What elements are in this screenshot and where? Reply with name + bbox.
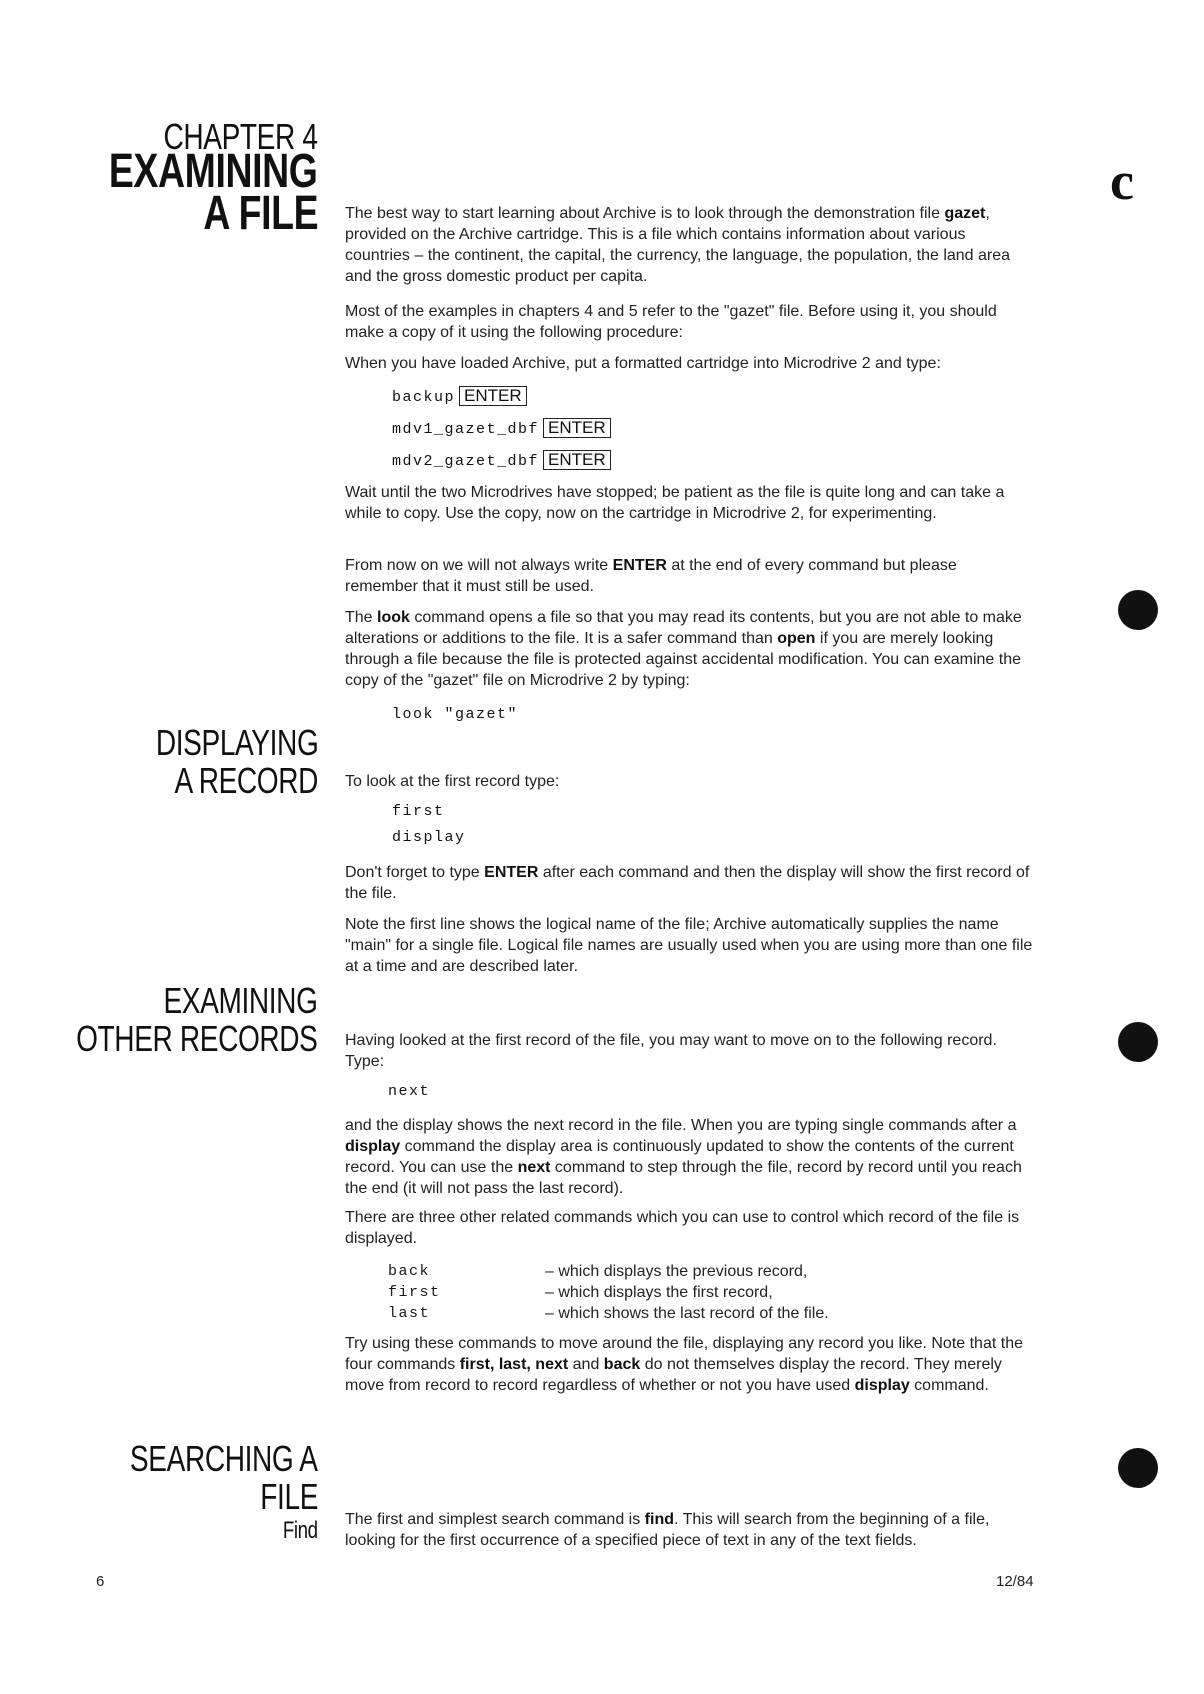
paragraph-first-record: To look at the first record type: (345, 773, 560, 790)
paragraph-try-commands: Try using these commands to move around the file, displaying any record you like. Note that the four commands first, last, next and back do not themselves display the record. They merely move from record to record regardless of whether or not you have used display command. (345, 1335, 1023, 1394)
paragraph-related-commands: There are three other related commands which you can use to control which record of the file is displayed. (345, 1209, 1020, 1247)
section-heading-examining-line1: EXAMINING (163, 980, 318, 1021)
corner-c-mark: c (1110, 151, 1134, 211)
code-display: display (392, 829, 466, 846)
paragraph-next-record: Having looked at the first record of the file, you may want to move on to the following record. Type: (345, 1032, 997, 1070)
paragraph-examples: Most of the examples in chapters 4 and 5 refer to the "gazet" file. Before using it, you should make a copy of it using the following procedure: (345, 303, 997, 341)
paragraph-enter-note: From now on we will not always write ENTER at the end of every command but please remember that it must still be used. (345, 557, 957, 595)
section-heading-searching-line1: SEARCHING A (130, 1438, 318, 1479)
paragraph-wait: Wait until the two Microdrives have stopped; be patient as the file is quite long and can take a while to copy. Use the copy, now on the cartridge in Microdrive 2, for experimenting. (345, 484, 1005, 522)
page-number: 6 (96, 1573, 105, 1590)
code-mdv1: mdv1_gazet_dbf ENTER (392, 418, 611, 438)
command-name: back (388, 1263, 431, 1280)
code-backup: backup ENTER (392, 386, 527, 406)
command-name: last (388, 1305, 431, 1322)
section-heading-examining-line2: OTHER RECORDS (76, 1018, 318, 1059)
paragraph-dont-forget: Don't forget to type ENTER after each command and then the display will show the first record of the file. (345, 864, 1030, 902)
binder-hole-3 (1118, 1448, 1158, 1488)
chapter-title-line2: A FILE (203, 187, 318, 240)
paragraph-intro: The best way to start learning about Archive is to look through the demonstration file gazet, provided on the Archive cartridge. This is a file which contains information about various countries – the continent, the capital, the currency, the language, the population, the land area and the gross domestic product per capita. (345, 205, 1011, 285)
command-row-back (388, 1261, 829, 1282)
command-name: first (388, 1284, 441, 1301)
paragraph-find-command: The first and simplest search command is find. This will search from the beginning of a file, looking for the first occurrence of a specified piece of text in any of the text fields. (345, 1511, 990, 1549)
command-desc: – which displays the previous record, (545, 1262, 808, 1280)
command-desc: – which shows the last record of the file. (545, 1304, 829, 1322)
command-list (388, 1261, 829, 1324)
paragraph-look-command: The look command opens a file so that you may read its contents, but you are not able to make alterations or additions to the file. It is a safer command than open if you are merely looking through a file because the file is protected against accidental modification. You can examine the copy of the "gazet" file on Microdrive 2 by typing: (345, 609, 1022, 689)
footer-date: 12/84 (996, 1573, 1034, 1590)
enter-key: ENTER (543, 418, 611, 438)
command-desc: – which displays the first record, (545, 1283, 773, 1301)
chapter-title-line1: EXAMINING (109, 145, 318, 198)
code-next: next (388, 1083, 431, 1100)
command-row-first (388, 1282, 829, 1303)
command-row-last (388, 1303, 829, 1324)
code-mdv2: mdv2_gazet_dbf ENTER (392, 450, 611, 470)
paragraph-display-updated: and the display shows the next record in the file. When you are typing single commands after a display command the display area is continuously updated to show the contents of the current record. You can use the next command to step through the file, record by record until you reach the end (it will not pass the last record). (345, 1117, 1022, 1197)
section-heading-searching-line2: FILE (260, 1476, 318, 1517)
enter-key: ENTER (543, 450, 611, 470)
code-look: look "gazet" (392, 706, 519, 723)
chapter-label: CHAPTER 4 (163, 116, 318, 157)
binder-hole-1 (1118, 590, 1158, 630)
enter-key: ENTER (459, 386, 527, 406)
paragraph-logical-name: Note the first line shows the logical name of the file; Archive automatically supplies the name "main" for a single file. Logical file names are usually used when you are using more than one file at a time and are described later. (345, 916, 1033, 975)
paragraph-load-archive: When you have loaded Archive, put a formatted cartridge into Microdrive 2 and type: (345, 355, 941, 372)
section-heading-displaying-line2: A RECORD (174, 760, 318, 801)
section-heading-displaying-line1: DISPLAYING (155, 722, 318, 763)
subheading-find: Find (283, 1517, 318, 1544)
code-first: first (392, 803, 445, 820)
binder-hole-2 (1118, 1022, 1158, 1062)
